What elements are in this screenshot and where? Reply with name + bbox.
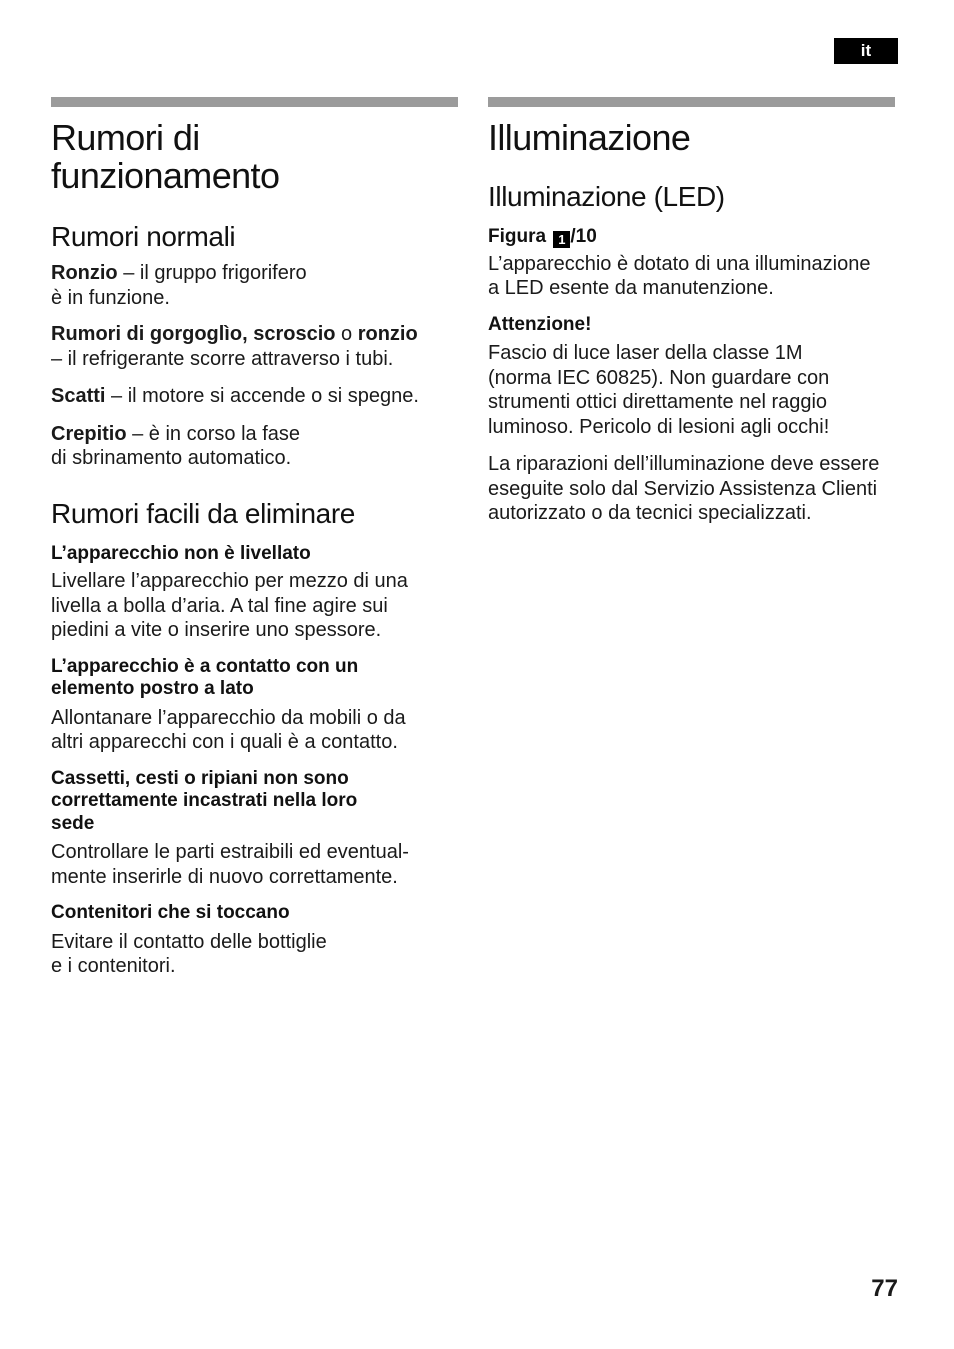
- figure-number-box: 1: [553, 231, 570, 248]
- issue-body: Allontanare l’apparecchio da mobili o da altri apparecchi con i quali è a contatto.: [51, 706, 406, 753]
- issue-title: Cassetti, cesti o ripiani non sono correttamente incastrati nella loro sede: [51, 767, 358, 834]
- section-rule: [51, 97, 458, 107]
- issue-title: L’apparecchio è a contatto con un elemento postro a lato: [51, 655, 359, 699]
- heading-fixable-noises: Rumori facili da eliminare: [51, 497, 355, 529]
- noise-item-gorgoglio: Rumori di gorgoglìo, scroscio o ronzio – il refrigerante scorre attraverso i tubi.: [51, 323, 418, 370]
- figure-reference: Figura 1 /10: [488, 226, 597, 247]
- issue-body: Livellare l’apparecchio per mezzo di una livella a bolla d’aria. A tal fine agire sui piedini a vite o inserire uno spessore.: [51, 570, 408, 641]
- section-title-noise: [51, 119, 458, 195]
- led-intro: L’apparecchio è dotato di una illuminazione a LED esente da manutenzione.: [488, 252, 871, 299]
- right-column: [488, 97, 908, 526]
- noise-item-crepitio: Crepitio – è in corso la fase di sbrinamento automatico.: [51, 422, 300, 469]
- language-badge: it: [834, 38, 898, 64]
- noise-item-ronzio: Ronzio – il gruppo frigorifero è in funzione.: [51, 262, 307, 309]
- warning-body: Fascio di luce laser della classe 1M (norma IEC 60825). Non guardare con strumenti ottici direttamente nel raggio luminoso. Pericolo di lesioni agli occhi!: [488, 342, 830, 438]
- title-line: Rumori di: [51, 117, 200, 158]
- section-rule: [488, 97, 895, 107]
- title-line: funzionamento: [51, 155, 280, 196]
- issue-title: Contenitori che si toccano: [51, 902, 290, 923]
- heading-led: Illuminazione (LED): [488, 181, 725, 212]
- page-number: 77: [871, 1275, 898, 1302]
- issue-body: Evitare il contatto delle bottiglie e i contenitori.: [51, 930, 327, 977]
- section-title-lighting: Illuminazione: [488, 117, 691, 158]
- heading-normal-noises: Rumori normali: [51, 221, 236, 252]
- noise-item-scatti: Scatti – il motore si accende o si spegne.: [51, 385, 419, 407]
- issue-body: Controllare le parti estraibili ed eventual- mente inserirle di nuovo correttamente.: [51, 841, 409, 888]
- repair-note: La riparazioni dell’illuminazione deve essere eseguite solo dal Servizio Assistenza Clienti autorizzato o da tecnici specializzati.: [488, 453, 880, 524]
- warning-title: Attenzione!: [488, 313, 592, 335]
- issue-title: L’apparecchio non è livellato: [51, 542, 311, 564]
- left-column: [51, 97, 458, 979]
